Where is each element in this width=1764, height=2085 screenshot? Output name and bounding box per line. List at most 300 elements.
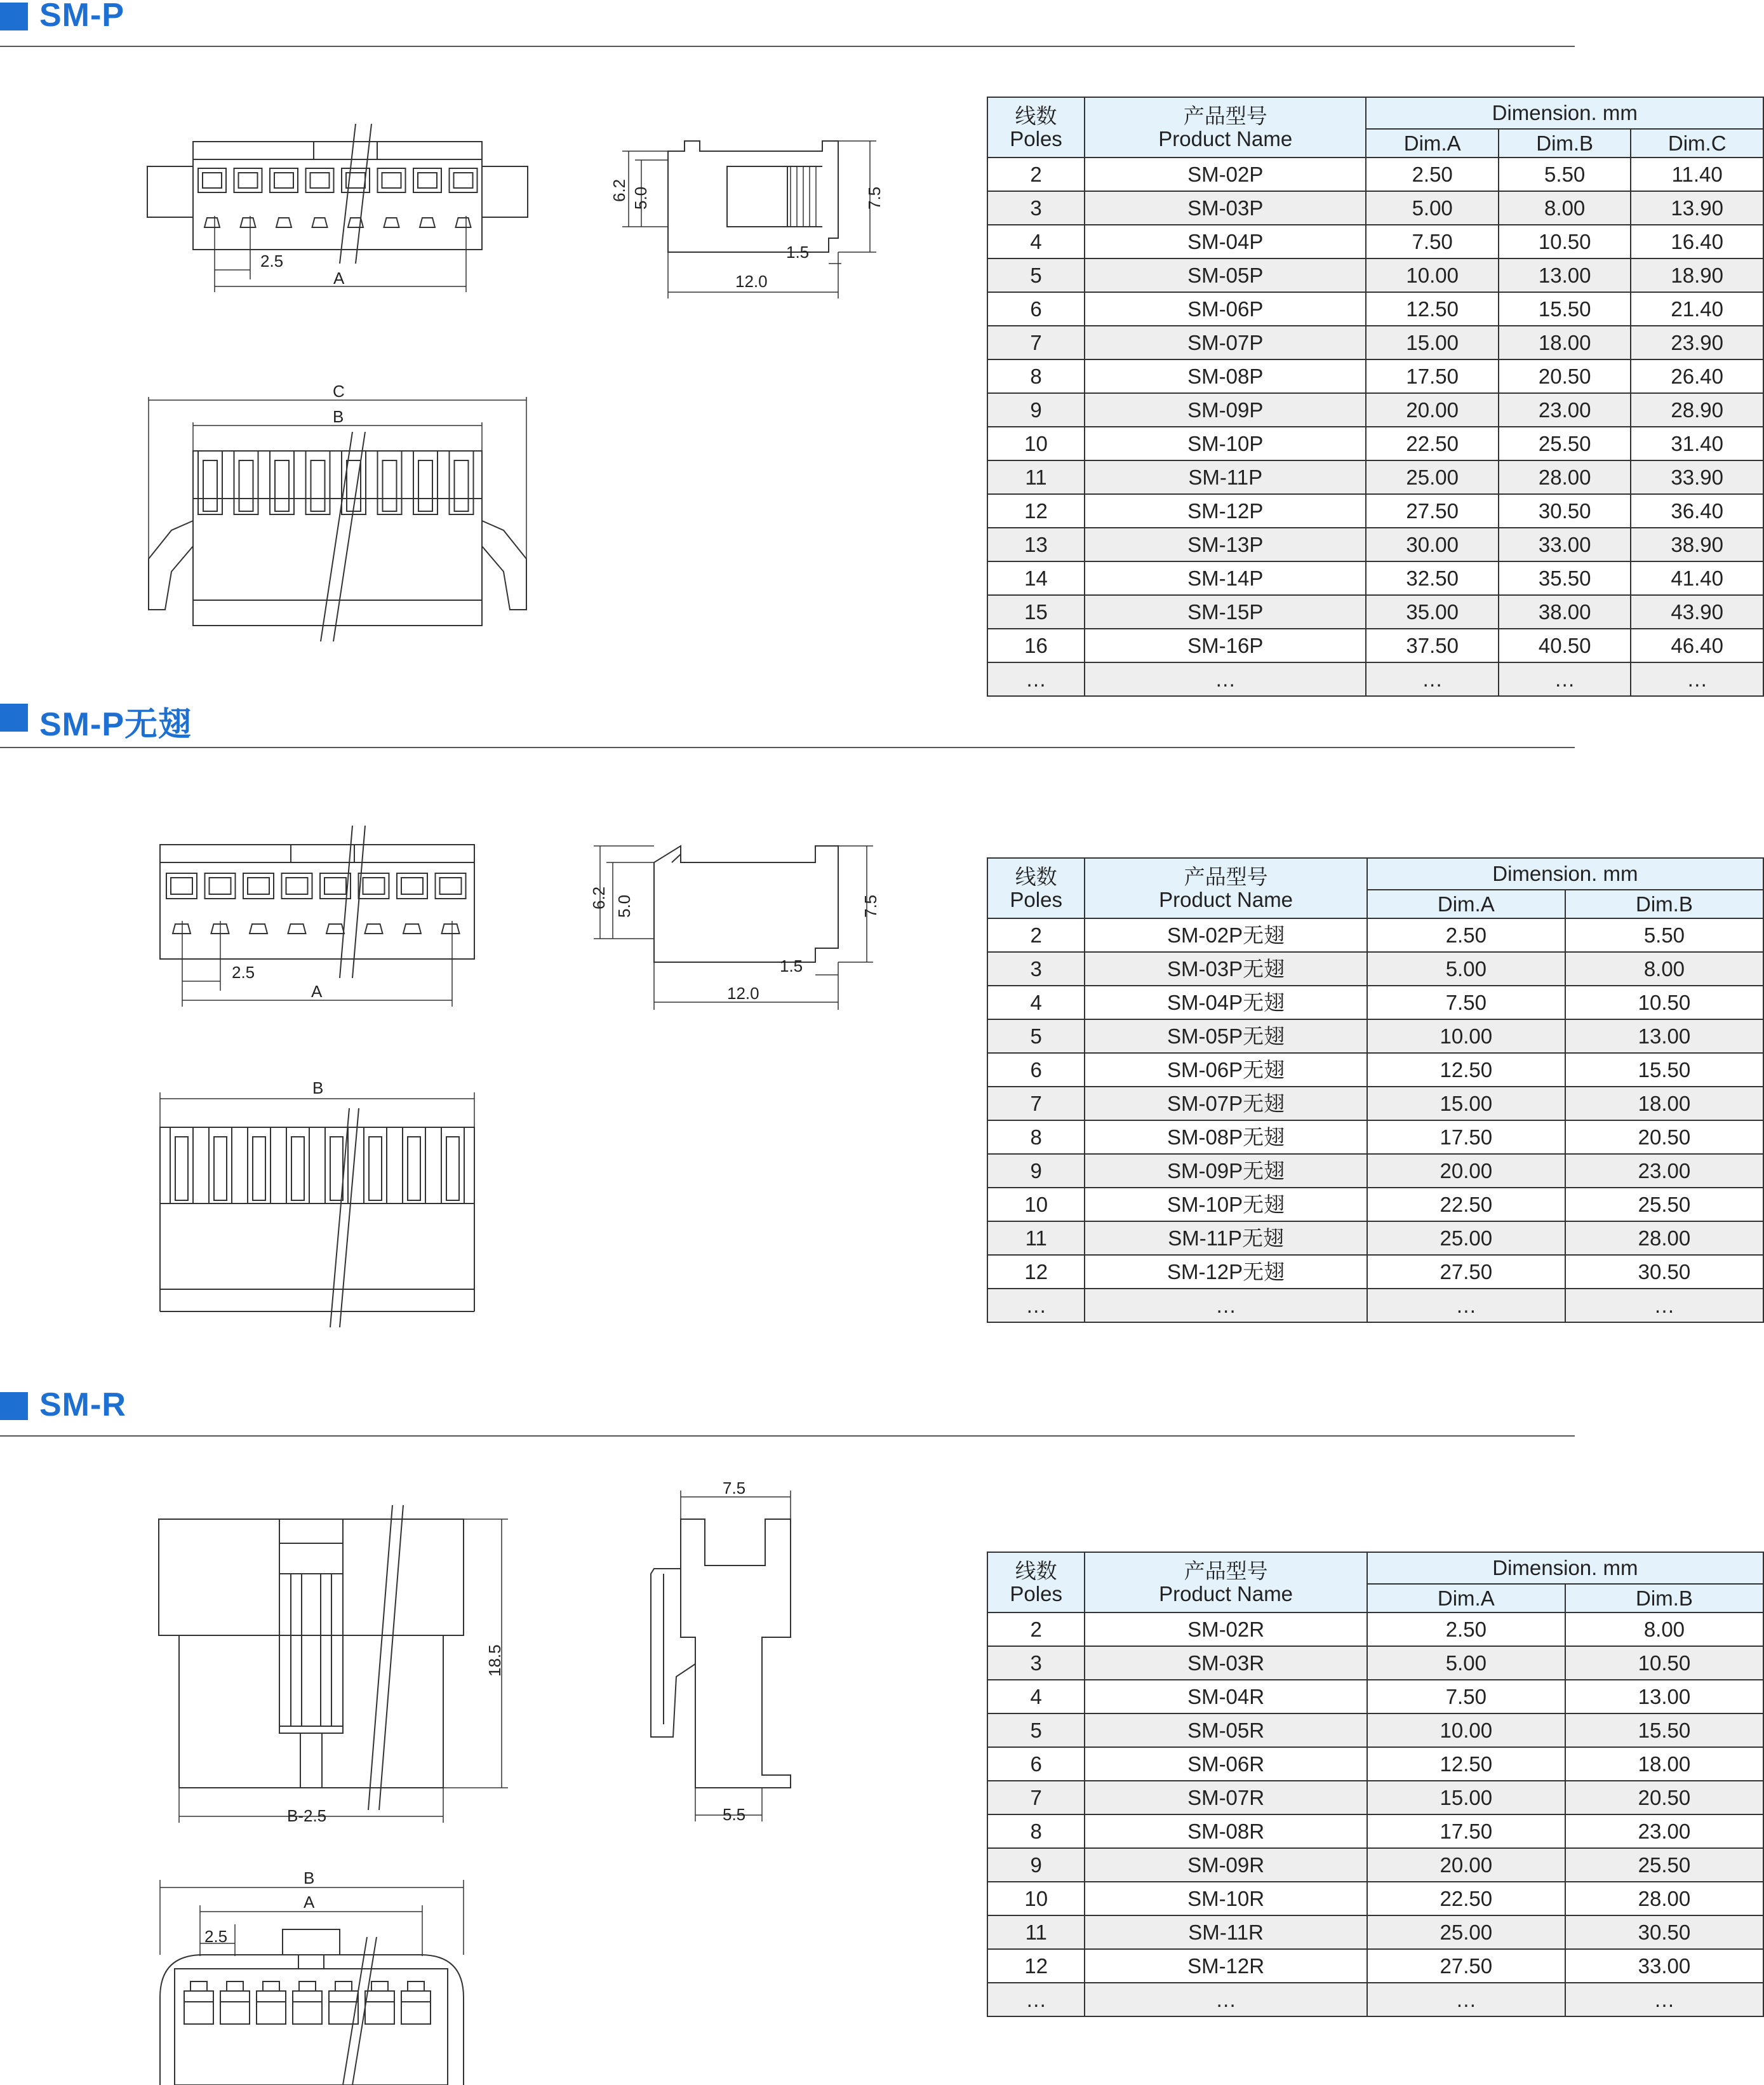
table-row xyxy=(987,1882,1763,1915)
cell-dim-a: 22.50 xyxy=(1367,1882,1565,1915)
cell-product-name: SM-13P xyxy=(1085,528,1366,561)
table-row xyxy=(987,561,1763,595)
cell-dim-c: 11.40 xyxy=(1631,158,1763,191)
cell-dim-c: 36.40 xyxy=(1631,494,1763,528)
cell-dim-a: 12.50 xyxy=(1366,292,1498,326)
cell-product-name: SM-11P xyxy=(1085,460,1366,494)
cell-dim-b: 10.50 xyxy=(1499,225,1631,258)
cell-product-name: SM-07P无翅 xyxy=(1085,1087,1366,1120)
table-row xyxy=(987,1154,1763,1188)
sm-p-front-view xyxy=(147,124,528,292)
table-row xyxy=(987,1848,1763,1882)
header-name-cn: 产品型号 xyxy=(1184,1559,1268,1583)
header-poles xyxy=(987,858,1085,918)
table-row xyxy=(987,528,1763,561)
sm-p-side-view xyxy=(610,141,884,298)
cell-poles: 8 xyxy=(987,359,1085,393)
header-name-en: Product Name xyxy=(1158,126,1293,151)
cell-poles: 16 xyxy=(987,629,1085,662)
cell-poles: 4 xyxy=(987,1680,1085,1713)
dim-h-label: 18.5 xyxy=(485,1644,504,1677)
dim-a-label: A xyxy=(333,269,345,288)
cell-dim-b: … xyxy=(1499,662,1631,696)
cell-dim-b: 13.00 xyxy=(1565,1680,1763,1713)
header-dimension: Dimension. mm xyxy=(1367,858,1763,890)
cell-dim-a: 27.50 xyxy=(1367,1949,1565,1983)
section-title: SM-P xyxy=(39,0,124,34)
cell-dim-b: 5.50 xyxy=(1499,158,1631,191)
cell-dim-a: 25.00 xyxy=(1366,460,1498,494)
cell-dim-a: 10.00 xyxy=(1366,258,1498,292)
cell-poles: 12 xyxy=(987,1949,1085,1983)
cell-dim-a: 27.50 xyxy=(1367,1255,1565,1289)
cell-dim-a: 15.00 xyxy=(1367,1781,1565,1814)
cell-poles: … xyxy=(987,662,1085,696)
cell-product-name: SM-12P xyxy=(1085,494,1366,528)
cell-dim-a: 2.50 xyxy=(1367,1612,1565,1646)
table-row xyxy=(987,595,1763,629)
cell-poles: 2 xyxy=(987,918,1085,952)
header-dimension: Dimension. mm xyxy=(1367,1552,1763,1584)
cell-dim-b: 28.00 xyxy=(1565,1882,1763,1915)
cell-dim-c: 43.90 xyxy=(1631,595,1763,629)
table-row xyxy=(987,1120,1763,1154)
pin-cavity xyxy=(257,1981,286,2024)
cell-poles: 11 xyxy=(987,1221,1085,1255)
dim-h1-label: 6.2 xyxy=(589,886,608,909)
cell-dim-c: 26.40 xyxy=(1631,359,1763,393)
table-row xyxy=(987,225,1763,258)
header-product-name xyxy=(1085,858,1366,918)
pin-cavity xyxy=(365,1981,394,2024)
cell-dim-b: 25.50 xyxy=(1565,1848,1763,1882)
cell-dim-b: 10.50 xyxy=(1565,1646,1763,1680)
slot xyxy=(209,1127,232,1203)
cell-poles: 3 xyxy=(987,1646,1085,1680)
cell-dim-a: 20.00 xyxy=(1367,1848,1565,1882)
header-product-name xyxy=(1085,1552,1366,1612)
header-poles xyxy=(987,1552,1085,1612)
cell-poles: 5 xyxy=(987,1713,1085,1747)
dim-h3-label: 7.5 xyxy=(861,894,880,918)
table-row xyxy=(987,1781,1763,1814)
cell-product-name: SM-10P无翅 xyxy=(1085,1188,1366,1221)
table-row xyxy=(987,1814,1763,1848)
cell-dim-c: 21.40 xyxy=(1631,292,1763,326)
cell-poles: 10 xyxy=(987,1882,1085,1915)
cell-dim-a: 25.00 xyxy=(1367,1221,1565,1255)
header-poles xyxy=(987,97,1085,158)
header-dim-b: Dim.B xyxy=(1565,1584,1763,1612)
slot xyxy=(441,1127,464,1203)
table-row xyxy=(987,952,1763,986)
cell-dim-a: 22.50 xyxy=(1366,427,1498,460)
cell-product-name: SM-09P无翅 xyxy=(1085,1154,1366,1188)
cell-dim-b: 30.50 xyxy=(1565,1915,1763,1949)
cell-dim-a: 32.50 xyxy=(1366,561,1498,595)
table-row xyxy=(987,1949,1763,1983)
cell-dim-b: 40.50 xyxy=(1499,629,1631,662)
cell-poles: 10 xyxy=(987,427,1085,460)
sm-r-side-view xyxy=(651,1478,791,1824)
cell-dim-b: 18.00 xyxy=(1565,1747,1763,1781)
slot xyxy=(198,451,222,514)
cell-dim-b: 23.00 xyxy=(1565,1814,1763,1848)
cell-poles: 4 xyxy=(987,225,1085,258)
slot xyxy=(170,1127,193,1203)
slot xyxy=(364,1127,387,1203)
slot xyxy=(306,451,330,514)
cell-dim-a: 12.50 xyxy=(1367,1053,1565,1087)
cell-dim-a: 7.50 xyxy=(1366,225,1498,258)
slot xyxy=(248,1127,271,1203)
sm-p-no-wing-top-view xyxy=(160,1078,474,1327)
sm-r-mating-face-view xyxy=(160,1868,464,2085)
header-dim-a: Dim.A xyxy=(1367,890,1565,918)
table-row xyxy=(987,1289,1763,1322)
header-dim-c: Dim.C xyxy=(1631,129,1763,158)
section-title: SM-R xyxy=(39,1386,126,1423)
cavity xyxy=(378,168,406,227)
cell-dim-c: 28.90 xyxy=(1631,393,1763,427)
cell-dim-a: 17.50 xyxy=(1367,1814,1565,1848)
slot xyxy=(413,451,438,514)
cell-product-name: SM-07R xyxy=(1085,1781,1366,1814)
slot xyxy=(286,1127,309,1203)
pin-cavity xyxy=(293,1981,322,2024)
table-row xyxy=(987,1221,1763,1255)
spec-table-sm-p xyxy=(987,97,1764,697)
cell-poles: 9 xyxy=(987,1848,1085,1882)
cell-product-name: SM-12R xyxy=(1085,1949,1366,1983)
header-poles-en: Poles xyxy=(1010,126,1062,151)
cell-poles: 6 xyxy=(987,292,1085,326)
cell-dim-c: 18.90 xyxy=(1631,258,1763,292)
cell-product-name: SM-12P无翅 xyxy=(1085,1255,1366,1289)
cell-dim-b: 13.00 xyxy=(1499,258,1631,292)
cell-product-name: SM-06P无翅 xyxy=(1085,1053,1366,1087)
cavity xyxy=(234,168,262,227)
cell-dim-b: 28.00 xyxy=(1565,1221,1763,1255)
dim-w1-label: 1.5 xyxy=(786,243,810,262)
cell-dim-a: 25.00 xyxy=(1367,1915,1565,1949)
table-row xyxy=(987,662,1763,696)
cell-dim-b: 18.00 xyxy=(1565,1087,1763,1120)
cell-dim-c: 13.90 xyxy=(1631,191,1763,225)
cell-dim-b: 23.00 xyxy=(1565,1154,1763,1188)
header-poles-cn: 线数 xyxy=(1015,104,1057,128)
cell-dim-b: 15.50 xyxy=(1565,1713,1763,1747)
cell-dim-a: … xyxy=(1367,1983,1565,2016)
cell-product-name: SM-07P xyxy=(1085,326,1366,359)
table-row xyxy=(987,359,1763,393)
cell-product-name: SM-14P xyxy=(1085,561,1366,595)
header-poles-en: Poles xyxy=(1010,1581,1062,1606)
header-name-en: Product Name xyxy=(1159,887,1293,911)
cell-dim-a: 17.50 xyxy=(1366,359,1498,393)
dim-pitch-label: 2.5 xyxy=(204,1927,228,1946)
cell-dim-a: … xyxy=(1367,1289,1565,1322)
slot xyxy=(450,451,474,514)
cell-product-name: SM-06P xyxy=(1085,292,1366,326)
cell-dim-c: 16.40 xyxy=(1631,225,1763,258)
cell-product-name: SM-08R xyxy=(1085,1814,1366,1848)
cell-dim-c: 38.90 xyxy=(1631,528,1763,561)
cell-dim-a: 12.50 xyxy=(1367,1747,1565,1781)
dim-h3-label: 7.5 xyxy=(865,186,884,210)
cell-dim-a: 7.50 xyxy=(1367,986,1565,1019)
cell-dim-a: 10.00 xyxy=(1367,1019,1565,1053)
table-row xyxy=(987,1713,1763,1747)
header-name-cn: 产品型号 xyxy=(1183,104,1267,128)
cell-dim-c: … xyxy=(1631,662,1763,696)
table-row xyxy=(987,292,1763,326)
cell-poles: 6 xyxy=(987,1747,1085,1781)
cell-dim-b: 30.50 xyxy=(1499,494,1631,528)
header-poles-cn: 线数 xyxy=(1015,1559,1057,1583)
table-row xyxy=(987,1053,1763,1087)
cell-dim-c: 46.40 xyxy=(1631,629,1763,662)
cell-dim-b: 15.50 xyxy=(1565,1053,1763,1087)
header-name-en: Product Name xyxy=(1159,1581,1293,1606)
cell-poles: 12 xyxy=(987,1255,1085,1289)
cell-dim-b: 18.00 xyxy=(1499,326,1631,359)
sm-p-no-wing-side-view xyxy=(589,846,880,1010)
cell-dim-a: 2.50 xyxy=(1366,158,1498,191)
dim-w1-label: 1.5 xyxy=(780,956,803,975)
cell-dim-b: 8.00 xyxy=(1565,952,1763,986)
table-row xyxy=(987,460,1763,494)
header-product-name xyxy=(1085,97,1366,158)
dim-w-bot-label: 5.5 xyxy=(723,1805,746,1824)
cell-poles: 6 xyxy=(987,1053,1085,1087)
header-dim-b: Dim.B xyxy=(1499,129,1631,158)
header-dim-a: Dim.A xyxy=(1366,129,1498,158)
spec-table-sm-p-no-wing xyxy=(987,857,1764,1323)
cavity xyxy=(436,873,466,934)
cell-poles: 11 xyxy=(987,460,1085,494)
cell-dim-b: 13.00 xyxy=(1565,1019,1763,1053)
dim-c-label: C xyxy=(333,382,345,401)
cell-dim-b: 8.00 xyxy=(1499,191,1631,225)
cavity xyxy=(306,168,334,227)
cell-dim-b: 30.50 xyxy=(1565,1255,1763,1289)
slot xyxy=(270,451,294,514)
sm-r-front-view xyxy=(159,1505,508,1825)
cell-dim-a: 5.00 xyxy=(1367,952,1565,986)
header-name-cn: 产品型号 xyxy=(1184,864,1268,888)
cell-dim-a: 15.00 xyxy=(1367,1087,1565,1120)
cell-product-name: … xyxy=(1085,1983,1366,2016)
header-dim-b: Dim.B xyxy=(1565,890,1763,918)
table-row xyxy=(987,1646,1763,1680)
cell-product-name: SM-02P xyxy=(1085,158,1366,191)
cell-dim-b: … xyxy=(1565,1983,1763,2016)
table-row xyxy=(987,1019,1763,1053)
cell-poles: 14 xyxy=(987,561,1085,595)
cell-dim-b: 25.50 xyxy=(1565,1188,1763,1221)
cell-dim-b: 8.00 xyxy=(1565,1612,1763,1646)
table-row xyxy=(987,918,1763,952)
cell-dim-b: … xyxy=(1565,1289,1763,1322)
cell-poles: 8 xyxy=(987,1814,1085,1848)
cell-poles: … xyxy=(987,1983,1085,2016)
table-row xyxy=(987,1188,1763,1221)
cell-product-name: SM-09P xyxy=(1085,393,1366,427)
cell-product-name: SM-11P无翅 xyxy=(1085,1221,1366,1255)
slot xyxy=(378,451,402,514)
cell-product-name: SM-05P无翅 xyxy=(1085,1019,1366,1053)
cell-dim-b: 10.50 xyxy=(1565,986,1763,1019)
cell-dim-b: 35.50 xyxy=(1499,561,1631,595)
slot xyxy=(403,1127,425,1203)
cell-dim-b: 15.50 xyxy=(1499,292,1631,326)
cell-product-name: SM-03P无翅 xyxy=(1085,952,1366,986)
header-dim-a: Dim.A xyxy=(1367,1584,1565,1612)
dim-b-label: B xyxy=(304,1868,315,1887)
cell-product-name: … xyxy=(1085,662,1366,696)
cell-poles: 13 xyxy=(987,528,1085,561)
cell-dim-b: 20.50 xyxy=(1499,359,1631,393)
spec-table-sm-r xyxy=(987,1552,1764,2017)
dim-b-minus-pitch-label: B-2.5 xyxy=(287,1806,327,1825)
cell-poles: 9 xyxy=(987,393,1085,427)
cell-dim-a: 5.00 xyxy=(1367,1646,1565,1680)
cavity xyxy=(413,168,441,227)
cell-product-name: SM-04R xyxy=(1085,1680,1366,1713)
cell-poles: 4 xyxy=(987,986,1085,1019)
cell-dim-a: 2.50 xyxy=(1367,918,1565,952)
cell-dim-b: 25.50 xyxy=(1499,427,1631,460)
cell-product-name: SM-10P xyxy=(1085,427,1366,460)
cell-poles: 2 xyxy=(987,1612,1085,1646)
sm-p-top-view xyxy=(149,382,526,641)
header-poles-cn: 线数 xyxy=(1015,864,1057,888)
cell-dim-b: 38.00 xyxy=(1499,595,1631,629)
pin-cavity xyxy=(184,1981,213,2024)
table-row xyxy=(987,1747,1763,1781)
cavity xyxy=(270,168,298,227)
slot xyxy=(234,451,258,514)
cell-poles: 5 xyxy=(987,1019,1085,1053)
table-row xyxy=(987,158,1763,191)
cell-dim-c: 41.40 xyxy=(1631,561,1763,595)
cell-dim-a: 27.50 xyxy=(1366,494,1498,528)
cell-dim-a: 37.50 xyxy=(1366,629,1498,662)
cell-product-name: SM-02P无翅 xyxy=(1085,918,1366,952)
dim-b-label: B xyxy=(333,407,344,426)
table-row xyxy=(987,629,1763,662)
cell-poles: 10 xyxy=(987,1188,1085,1221)
cell-poles: 15 xyxy=(987,595,1085,629)
cell-dim-a: 7.50 xyxy=(1367,1680,1565,1713)
cell-product-name: SM-11R xyxy=(1085,1915,1366,1949)
cell-poles: 3 xyxy=(987,952,1085,986)
dim-w2-label: 12.0 xyxy=(735,272,768,291)
cell-dim-b: 33.00 xyxy=(1565,1949,1763,1983)
header-dimension: Dimension. mm xyxy=(1366,97,1763,129)
table-row xyxy=(987,1680,1763,1713)
table-row xyxy=(987,1255,1763,1289)
cell-product-name: SM-03P xyxy=(1085,191,1366,225)
dim-h2-label: 5.0 xyxy=(615,894,634,918)
cell-poles: 2 xyxy=(987,158,1085,191)
dim-h2-label: 5.0 xyxy=(631,186,650,210)
cavity xyxy=(450,168,478,227)
table-row xyxy=(987,1983,1763,2016)
table-row xyxy=(987,326,1763,359)
cell-poles: 7 xyxy=(987,1087,1085,1120)
cell-dim-c: 31.40 xyxy=(1631,427,1763,460)
cell-dim-a: 17.50 xyxy=(1367,1120,1565,1154)
cell-dim-a: 20.00 xyxy=(1366,393,1498,427)
table-row xyxy=(987,427,1763,460)
header-poles-en: Poles xyxy=(1010,887,1062,911)
cavity xyxy=(397,873,427,934)
dim-a-label: A xyxy=(311,982,323,1001)
cell-poles: 7 xyxy=(987,326,1085,359)
cell-product-name: SM-03R xyxy=(1085,1646,1366,1680)
cell-poles: … xyxy=(987,1289,1085,1322)
dim-h1-label: 6.2 xyxy=(610,178,629,202)
pin-cavity xyxy=(401,1981,431,2024)
pin-cavity xyxy=(220,1981,250,2024)
cell-poles: 5 xyxy=(987,258,1085,292)
dim-pitch-label: 2.5 xyxy=(232,963,255,982)
cavity xyxy=(166,873,197,934)
cell-product-name: SM-08P xyxy=(1085,359,1366,393)
cell-poles: 8 xyxy=(987,1120,1085,1154)
cell-dim-b: 33.00 xyxy=(1499,528,1631,561)
table-row xyxy=(987,191,1763,225)
cavity xyxy=(282,873,312,934)
cell-dim-b: 20.50 xyxy=(1565,1120,1763,1154)
cell-poles: 7 xyxy=(987,1781,1085,1814)
dim-w-top-label: 7.5 xyxy=(723,1478,746,1498)
cell-product-name: SM-05R xyxy=(1085,1713,1366,1747)
cell-dim-b: 28.00 xyxy=(1499,460,1631,494)
cell-dim-a: 30.00 xyxy=(1366,528,1498,561)
cell-poles: 3 xyxy=(987,191,1085,225)
cell-product-name: SM-16P xyxy=(1085,629,1366,662)
cell-dim-b: 20.50 xyxy=(1565,1781,1763,1814)
cell-dim-a: 10.00 xyxy=(1367,1713,1565,1747)
cell-product-name: … xyxy=(1085,1289,1366,1322)
table-row xyxy=(987,258,1763,292)
cell-dim-a: 5.00 xyxy=(1366,191,1498,225)
sm-p-no-wing-front-view xyxy=(160,826,474,1007)
cell-product-name: SM-10R xyxy=(1085,1882,1366,1915)
cell-dim-a: 15.00 xyxy=(1366,326,1498,359)
table-row xyxy=(987,1612,1763,1646)
table-row xyxy=(987,1087,1763,1120)
cell-dim-a: 20.00 xyxy=(1367,1154,1565,1188)
cell-dim-a: 22.50 xyxy=(1367,1188,1565,1221)
cavity xyxy=(198,168,226,227)
cell-product-name: SM-05P xyxy=(1085,258,1366,292)
cell-product-name: SM-06R xyxy=(1085,1747,1366,1781)
cavity xyxy=(359,873,389,934)
dim-w2-label: 12.0 xyxy=(727,984,759,1003)
cell-product-name: SM-09R xyxy=(1085,1848,1366,1882)
cell-product-name: SM-08P无翅 xyxy=(1085,1120,1366,1154)
cell-dim-a: … xyxy=(1366,662,1498,696)
cell-product-name: SM-04P无翅 xyxy=(1085,986,1366,1019)
cell-poles: 9 xyxy=(987,1154,1085,1188)
cell-product-name: SM-15P xyxy=(1085,595,1366,629)
table-row xyxy=(987,393,1763,427)
cell-product-name: SM-02R xyxy=(1085,1612,1366,1646)
